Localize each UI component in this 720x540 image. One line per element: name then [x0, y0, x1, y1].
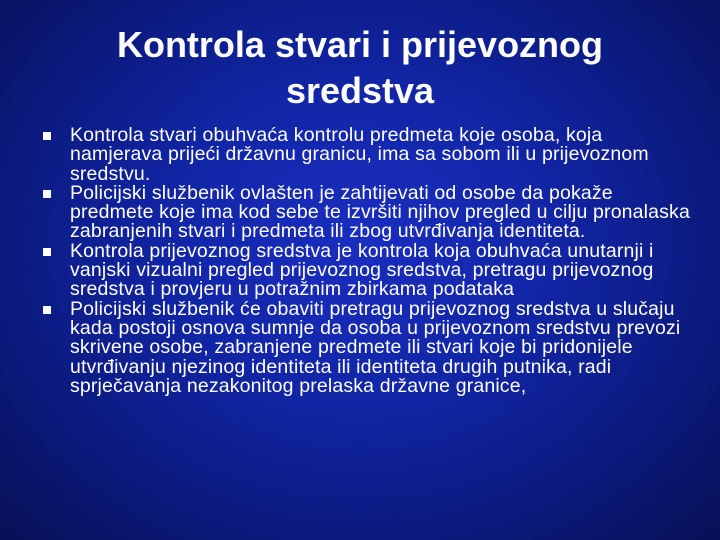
- bullet-list: [36, 126, 696, 396]
- square-bullet-icon: [43, 248, 51, 256]
- square-bullet-icon: [43, 306, 51, 314]
- bullet-item: [36, 239, 696, 301]
- bullet-text: Policijski službenik ovlašten je zahtijevati od osobe da pokaže predmete koje ima kod sebe te izvršiti njihov pregled u cilju pronalaska zabranjenih stvari i predmeta ili zbog utvrđivanja identiteta.: [70, 181, 690, 243]
- bullet-item: [36, 181, 696, 243]
- bullet-text: Policijski službenik će obaviti pretragu prijevoznog sredstva u slučaju kada postoji osnova sumnje da osoba u prijevoznom sredstvu prevozi skrivene osobe, zabranjene predmete ili stvari koje bi pridonijele utvrđivanju njezinog identiteta ili identiteta drugih putnika, radi sprječavanja nezakonitog prelaska državne granice,: [70, 297, 681, 397]
- square-bullet-icon: [43, 190, 51, 198]
- bullet-item: [36, 297, 696, 397]
- square-bullet-icon: [43, 132, 51, 140]
- bullet-text: Kontrola stvari obuhvaća kontrolu predmeta koje osoba, koja namjerava prijeći državnu granicu, ima sa sobom ili u prijevoznom sredstvu.: [70, 124, 649, 185]
- slide-title: Kontrola stvari i prijevoznog sredstva: [116, 24, 604, 111]
- bullet-text: Kontrola prijevoznog sredstva je kontrola koja obuhvaća unutarnji i vanjski vizualni pregled prijevoznog sredstva, pretragu prijevoznog sredstva i provjeru u potražnim zbirkama podataka: [70, 239, 654, 301]
- bullet-item: [36, 126, 696, 184]
